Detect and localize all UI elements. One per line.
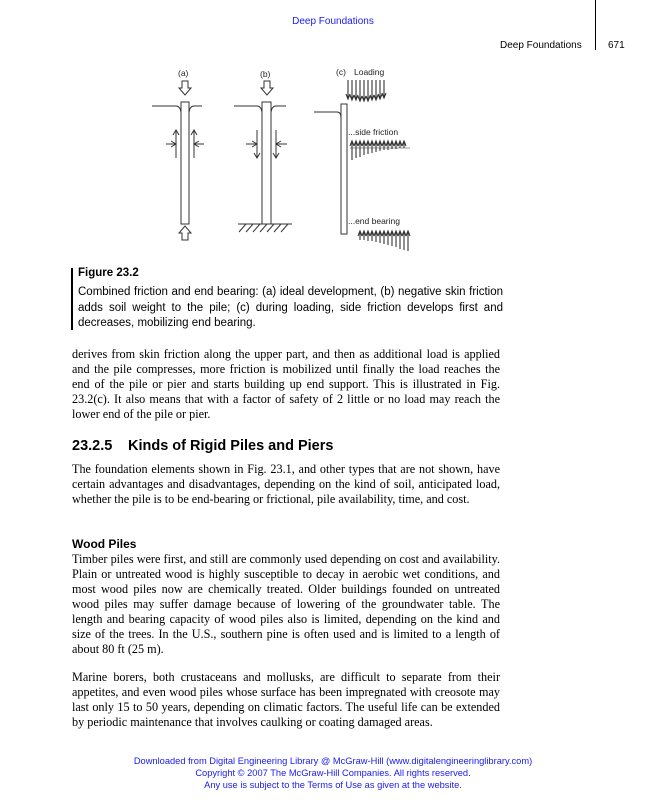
running-head: Deep Foundations [500, 40, 582, 51]
side-friction-label: ...side friction [348, 127, 399, 137]
body-paragraph: derives from skin friction along the upper part, and then as additional load is applied and the pile compresses, more friction is mobilized until finally the load reaches the end of the pile or pier and starts building up end support. This is illustrated in Fig. 23.2(c). It also means that with a factor of safety of 2 little or no load may reach the lower end of the pile or pier. [72, 347, 500, 421]
figure-caption: Combined friction and end bearing: (a) ideal development, (b) negative skin friction adds soil weight to the pile; (c) during loading, side friction develops first and decreases, mobilizing end bearing. [78, 286, 503, 329]
figure-label: Figure 23.2 [78, 267, 139, 279]
figure-23-2-diagram [140, 64, 430, 259]
caption-bar [71, 268, 73, 330]
section-title: Kinds of Rigid Piles and Piers [128, 438, 334, 454]
loading-arrows [346, 80, 386, 101]
header-rule [595, 0, 596, 50]
footer-download-link[interactable]: Downloaded from Digital Engineering Library @ McGraw-Hill (www.digitalengineeringlibrary.com) [133, 756, 533, 766]
footer [0, 755, 666, 792]
page-number: 671 [608, 40, 625, 51]
top-banner: Deep Foundations [292, 16, 374, 27]
up-arrow-icon [179, 226, 191, 240]
section-number: 23.2.5 [72, 438, 113, 454]
down-arrow-icon [179, 81, 191, 95]
end-bearing-label: ...end bearing [348, 216, 400, 226]
section-heading [72, 438, 333, 454]
side-friction-arrows [350, 141, 410, 160]
footer-copyright: Copyright © 2007 The McGraw-Hill Companies. All rights reserved. [195, 768, 471, 779]
body-paragraph: Timber piles were first, and still are commonly used depending on cost and availability. Plain or untreated wood is highly susceptible to decay in aerobic wet conditions, and most wood piles now are chemically treated. Older buildings founded on untreated wood piles may suffer damage because of lowering of the groundwater table. The length and bearing capacity of wood piles also is limited, depending on the kind and size of the trees. In the U.S., southern pine is often used and is limited to a length of about 80 ft (25 m). [72, 552, 500, 656]
panel-b-label: (b) [260, 69, 271, 79]
panel-a-label: (a) [178, 68, 189, 78]
panel-a-pile [152, 81, 204, 240]
body-paragraph: The foundation elements shown in Fig. 23.1, and other types that are not shown, have certain advantages and disadvantages, depending on the kind of soil, anticipated load, whether the pile is to be end-bearing or frictional, pile availability, time, and cost. [72, 462, 500, 506]
loading-label: Loading [354, 67, 385, 77]
body-paragraph: Marine borers, both crustaceans and mollusks, are difficult to separate from their appetites, and even wood piles whose surface has been impregnated with creosote may last only 15 to 50 years, depending on climatic factors. The useful life can be extended by periodic maintenance that involves caulking or coating damaged areas. [72, 670, 500, 729]
footer-terms[interactable]: Any use is subject to the Terms of Use as given at the website. [204, 780, 462, 791]
subheading-wood-piles: Wood Piles [72, 537, 137, 551]
end-bearing-arrows [358, 231, 410, 251]
down-arrow-icon [261, 81, 273, 95]
panel-b-pile [234, 81, 292, 232]
panel-c-label: (c) [336, 67, 346, 77]
